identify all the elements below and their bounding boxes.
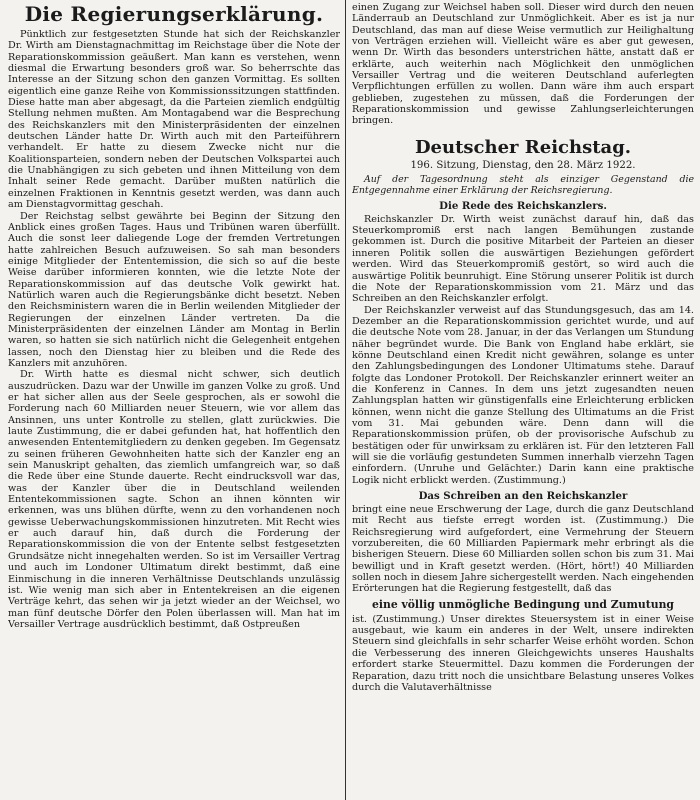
- report-paragraph: bringt eine neue Erschwerung der Lage, durch die ganz Deutschland mit Recht aus tiefste erregt worden ist. (Zustimmung.) Die Reichsregierung wird aufgefordert, eine Vermehrung der Steuern vorzubereiten, die 60 Milliarden Papiermark mehr erbringt als die bisherigen Steuern. Diese 60 Milliarden sollen schon bis zum 31. Mai bewilligt und in Kraft gesetzt werden. (Hört, hört!) 40 Milliarden sollen noch in diesem Jahre sichergestellt werden. Nach eingehenden Erörterungen hat die Regierung festgestellt, daß das: [352, 504, 694, 595]
- article-paragraph: Pünktlich zur festgesetzten Stunde hat sich der Reichskanzler Dr. Wirth am Dienstagnachmittag im Reichstage über die Note der Reparationskommission geäußert. Man kann es verstehen, wenn diesmal die Erwartung besonders groß war. So beherrschte das Interesse an der Sitzung schon den ganzen Vormittag. Es sollten eigentlich eine ganze Reihe von Kommissionssitzungen stattfinden. Diese hatte man aber abgesagt, da die Parteien ziemlich endgültig Stellung nehmen mußten. Am Montagabend war die Besprechung des Reichskanzlers mit den Ministerpräsidenten der einzelnen deutschen Länder hatte Dr. Wirth auch mit den Parteiführern verhandelt. Er hatte zu diesem Zwecke nicht nur die Koalitionsparteien, sondern neben der Deutschen Volkspartei auch die Unabhängigen zu sich gebeten und ihnen Mitteilung von dem Inhalt seiner Rede gemacht. Darüber mußten natürlich die einzelnen Fraktionen in Kenntnis gesetzt werden, was dann auch am Dienstagvormittag geschah.: [8, 29, 340, 211]
- section-title: Deutscher Reichstag.: [414, 136, 632, 158]
- article-paragraph: Dr. Wirth hatte es diesmal nicht schwer, sich deutlich auszudrücken. Dazu war der Unwille im ganzen Volke zu groß. Und er hat sicher allen aus der Seele gesprochen, als er sowohl die Forderung nach 60 Milliarden neuer Steuern, wie vor allem das Ansinnen, uns unter Kontrolle zu stellen, glatt zurückwies. Die laute Zustimmung, die er dabei gefunden hat, hat hoffentlich den anwesenden Ententemitgliedern zu denken gegeben. Im Gegensatz zu seinen früheren Gewohnheiten hatte sich der Kanzler eng an sein Manuskript gehalten, das ziemlich umfangreich war, so daß die Rede über eine Stunde dauerte. Recht eindrucksvoll war das, was der Kanzler über die in Deutschland weilenden Ententekommissionen sagte. Schon an ihnen könnten wir erkennen, was uns blühen dürfte, wenn zu den vorhandenen noch gewisse Ueberwachungskommissionen hinzutreten. Mit Recht wies er auch darauf hin, daß durch die Forderung der Reparationskommission die von der Entente selbst festgesetzten Grundsätze nicht innegehalten werden. So ist im Versailler Vertrag und auch im Londoner Ultimatum direkt bestimmt, daß eine Einmischung in die inneren Verhältnisse Deutschlands unzulässig ist. Wie wenig man sich aber in Ententekreisen an die eigenen Verträge kehrt, das sehen wir ja jetzt wieder an der Weichsel, wo man fünf deutsche Dörfer den Polen überlassen will. Man hat im Versailler Vertrage ausdrücklich bestimmt, daß Ostpreußen: [8, 369, 340, 630]
- report-paragraph: Reichskanzler Dr. Wirth weist zunächst darauf hin, daß das Steuerkompromiß erst nach langen Bemühungen zustande gekommen ist. Durch die positive Mitarbeit der Parteien an dieser inneren Politik sollen die auswärtigen Beziehungen gefördert werden. Wird das Steuerkompromiß gestört, so wird auch die auswärtige Politik beunruhigt. Eine Störung unserer Politik ist durch die Note der Reparationskommission vom 21. März und das Schreiben an den Reichskanzler erfolgt.: [352, 213, 694, 305]
- subheading: Das Schreiben an den Reichskanzler: [418, 490, 628, 503]
- left-column: [8, 2, 340, 798]
- article-title: Die Regierungserklärung.: [24, 2, 324, 26]
- report-paragraph: ist. (Zustimmung.) Unser direktes Steuersystem ist in einer Weise ausgebaut, wie kaum ein anderes in der Welt, unsere indirekten Steuern sind gleichfalls in sehr scharfer Weise erhöht worden. Schon die Verbesserung des inneren Gleichgewichts unseres Haushalts erfordert starke Steuermittel. Dazu kommen die Forderungen der Reparation, dazu tritt noch die unsichtbare Belastung unseres Volkes durch die Valutaverhältnisse: [352, 613, 694, 693]
- article-continuation: einen Zugang zur Weichsel haben soll. Dieser wird durch den neuen Länderraub an Deutschland zur Unmöglichkeit. Aber es ist ja nur Deutschland, das man auf diese Weise vermutlich zur Heilighaltung von Verträgen erziehen will. Vielleicht wäre es aber gut gewesen, wenn Dr. Wirth das besonders unterstrichen hätte, anstatt daß er erklärte, auch weiterhin nach Möglichkeit den unmöglichen Versailler Vertrag und die weiteren Deutschland auferlegten Verpflichtungen erfüllen zu wollen. Dann wäre ihm auch erspart geblieben, zugestehen zu müssen, daß die Forderungen der Reparationskommission und gewisse Zahlungserleichterungen bringen.: [352, 2, 694, 127]
- session-line: 196. Sitzung, Dienstag, den 28. März 1922.: [410, 159, 636, 171]
- column-divider: [345, 0, 346, 800]
- agenda-lead: Auf der Tagesordnung steht als einziger Gegenstand die Entgegennahme einer Erklärung der Reichsregierung.: [352, 173, 694, 196]
- report-paragraph: Der Reichskanzler verweist auf das Stundungsgesuch, das am 14. Dezember an die Reparationskommission gerichtet wurde, und auf die deutsche Note vom 28. Januar, in der das Verlangen um Stundung näher begründet wurde. Die Bank von England habe erklärt, sie könne Deutschland einen Kredit nicht gewähren, solange es unter den Zahlungsbedingungen des Londoner Ultimatums stehe. Darauf folgte das Londoner Protokoll. Der Reichskanzler erinnert weiter an die Konferenz in Cannes. In dem uns jetzt zugesandten neuen Zahlungsplan hatten wir günstigenfalls eine Erleichterung erblicken können, wenn nicht die ganze Stellung des Ultimatums an die Frist vom 31. Mai gebunden wäre. Denn dann will die Reparationskommission prüfen, ob der provisorische Aufschub zu bestätigen oder für unwirksam zu erklären ist. Für den letzteren Fall will sie die vorläufig gestundeten Summen innerhalb vierzehn Tagen einfordern. (Unruhe und Gelächter.) Darin kann eine praktische Logik nicht erblickt werden. (Zustimmung.): [352, 304, 694, 486]
- right-column: [352, 2, 694, 798]
- subheading: Die Rede des Reichskanzlers.: [439, 199, 607, 212]
- subheading: eine völlig unmögliche Bedingung und Zumutung: [372, 597, 674, 611]
- article-paragraph: Der Reichstag selbst gewährte bei Beginn der Sitzung den Anblick eines großen Tages. Haus und Tribünen waren überfüllt. Auch die sonst leer daliegende Loge der fremden Vertretungen hatte zahlreichen Besuch aufzuweisen. So sah man besonders einige Mitglieder der Ententemission, die sich so auf die beste Weise darüber informieren konnten, wie die letzte Note der Reparationskommission auf das deutsche Volk gewirkt hat. Natürlich waren auch die Regierungsbänke dicht besetzt. Neben den Reichsministern waren die in Berlin weilenden Mitglieder der Regierungen der einzelnen Länder vertreten. Da die Ministerpräsidenten der einzelnen Länder am Montag in Berlin waren, so hatten sie sich natürlich nicht die Gelegenheit entgehen lassen, noch den Dienstag hier zu bleiben und die Rede des Kanzlers mit anzuhören.: [8, 210, 340, 369]
